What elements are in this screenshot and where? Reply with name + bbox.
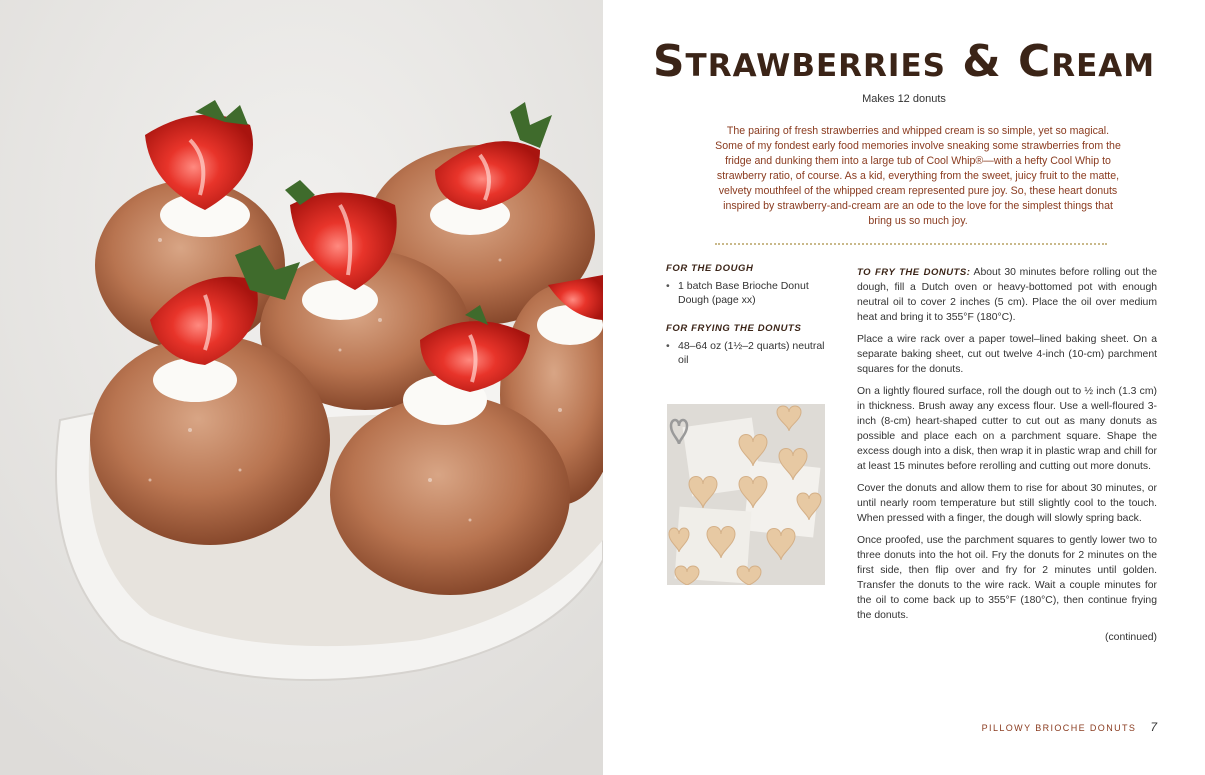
- method-step-1: [857, 265, 1157, 325]
- method-step-3: On a lightly floured surface, roll the dough out to ½ inch (1.3 cm) in thickness. Brush away any excess flour. Use a well-floured 3-inch (8-cm) heart-shaped cutter to cut out as many donuts as possible and place each on a parchment square. Shape the excess dough into a disk, then wrap it in plastic wrap and chill for at least 15 minutes before rerolling and cutting out more donuts.: [857, 386, 1157, 472]
- heart-dough-illustration: [667, 404, 825, 585]
- ingredient-item: • 48–64 oz (1½–2 quarts) neutral oil: [666, 339, 826, 367]
- dough-heading: FOR THE DOUGH: [666, 263, 754, 274]
- frying-ingredient-list: [666, 339, 826, 367]
- frying-heading: FOR FRYING THE DONUTS: [666, 323, 802, 334]
- recipe-yield: Makes 12 donuts: [862, 93, 946, 105]
- heart-dough-photo: [667, 404, 825, 585]
- ingredients-column: [666, 263, 826, 383]
- method-lead: TO FRY THE DONUTS:: [857, 267, 971, 278]
- dough-ingredient-list: [666, 279, 826, 307]
- continued-note: (continued): [1105, 632, 1157, 643]
- method-step-1-text: About 30 minutes before rolling out the dough, fill a Dutch oven or heavy-bottomed pot with enough neutral oil to cover 2 inches (5 cm). Place the oil over medium heat and bring it to 355°F (180°C).: [857, 267, 1157, 323]
- method-step-5: Once proofed, use the parchment squares to gently lower two to three donuts into the hot oil. Fry the donuts for 2 minutes on the first side, then flip over and fry for 2 minutes until golden. Transfer the donuts to the wire rack. Wait a couple minutes for the oil to come back up to 355°F (180°C), then continue frying the donuts.: [857, 535, 1157, 621]
- method-step-4: Cover the donuts and allow them to rise for about 30 minutes, or until nearly room temperature but still slightly cool to the touch. When pressed with a finger, the dough will slowly spring back.: [857, 483, 1157, 524]
- recipe-intro: The pairing of fresh strawberries and whipped cream is so simple, yet so magical. Some of my fondest early food memories involve sneaking some strawberries from the fridge and dunking them into a large tub of Cool Whip®—with a hefty Cool Whip to strawberry ratio, of course. As a kid, everything from the sweet, juicy fruit to the matte, velvety mouthfeel of the whipped cream represented pure joy. So, these heart donuts inspired by strawberry-and-cream are an ode to the love for the simplest things that bring us so much joy.: [715, 125, 1121, 227]
- dotted-divider: [715, 243, 1107, 245]
- method-column: [857, 265, 1157, 652]
- running-head: PILLOWY BRIOCHE DONUTS: [981, 723, 1137, 733]
- method-step-2: Place a wire rack over a paper towel–lined baking sheet. On a separate baking sheet, cut out twelve 4-inch (10-cm) parchment squares for the donuts.: [857, 334, 1157, 375]
- page-footer: [982, 720, 1157, 734]
- page-number: 7: [1150, 720, 1157, 734]
- recipe-title: Strawberries & Cream: [652, 36, 1156, 87]
- ingredient-item: • 1 batch Base Brioche Donut Dough (page xx): [666, 279, 826, 307]
- recipe-page: [603, 0, 1205, 775]
